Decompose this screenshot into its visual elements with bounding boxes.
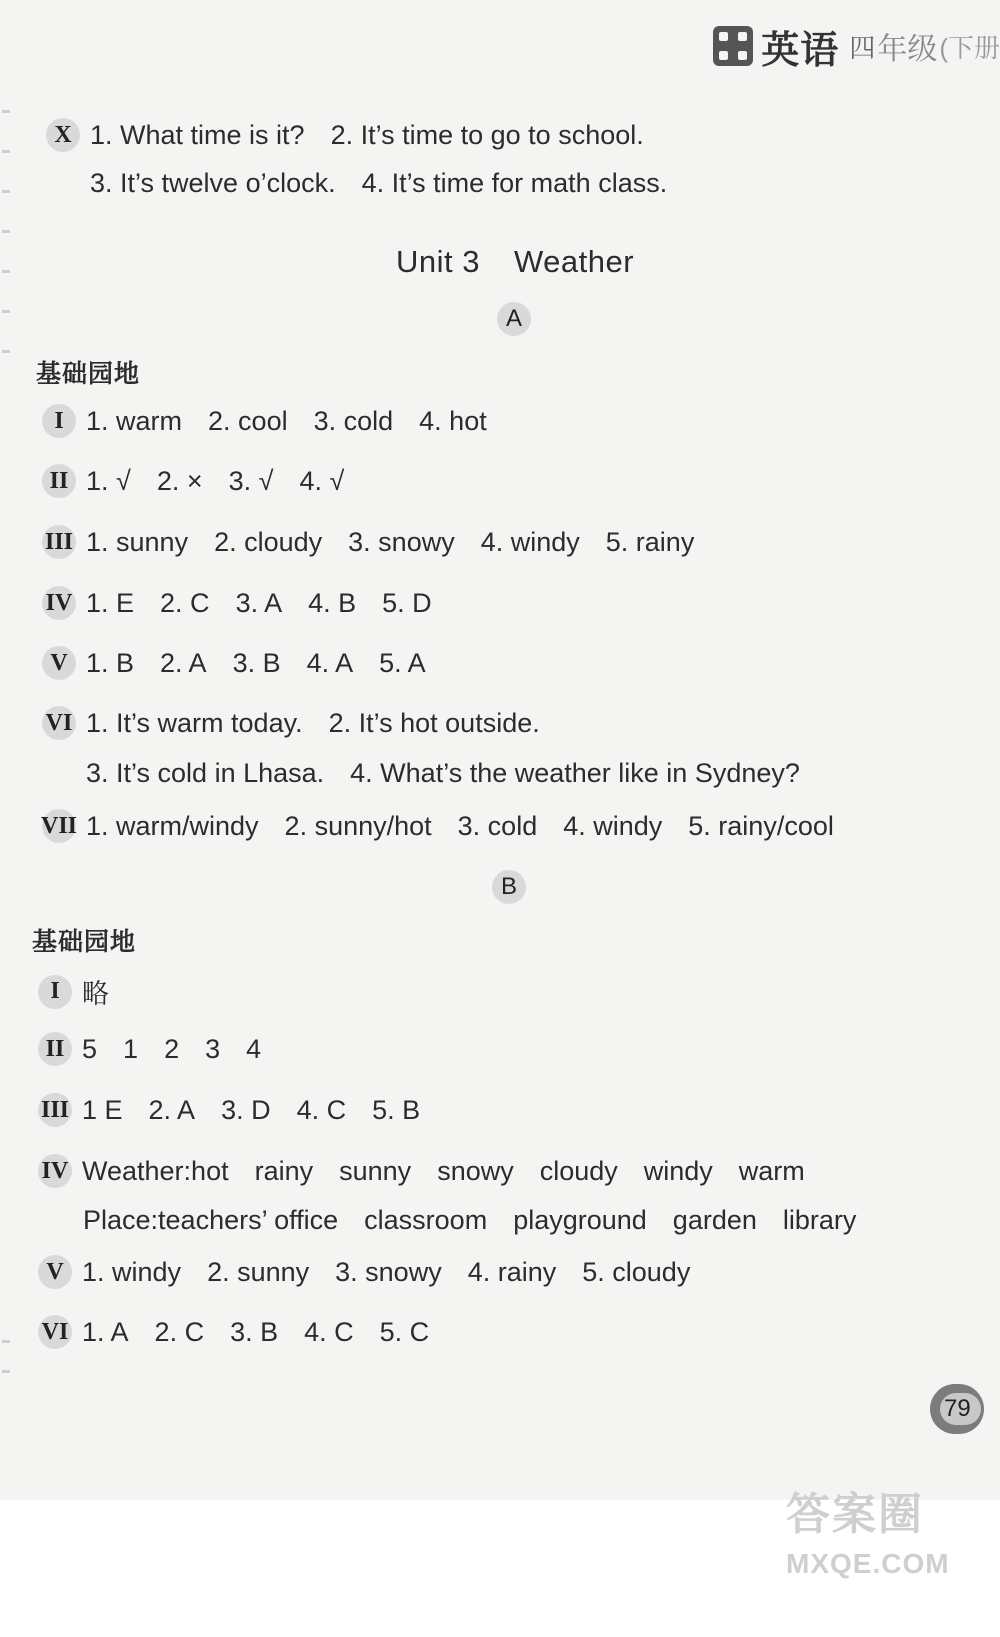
answer-item: 2 — [164, 1033, 180, 1064]
roman-numeral-badge: I — [38, 975, 72, 1009]
answer-item: 4. What’s the weather like in Sydney? — [350, 758, 800, 788]
roman-numeral-badge: VII — [42, 809, 76, 843]
answer-item: Place:teachers’ office — [83, 1205, 339, 1235]
answer-item: 1. A — [82, 1316, 129, 1347]
answer-item: windy — [643, 1155, 713, 1186]
roman-numeral-badge: III — [38, 1093, 72, 1127]
answer-item: classroom — [364, 1205, 488, 1235]
section-a-heading: 基础园地 — [36, 360, 141, 388]
answer-item: garden — [672, 1205, 757, 1235]
roman-numeral-badge: III — [42, 525, 76, 559]
answer-row — [42, 646, 426, 680]
answer-item: 1. warm — [86, 405, 183, 436]
answer-row — [38, 1255, 690, 1289]
answer-item: 2. × — [156, 465, 203, 496]
book-logo-icon — [713, 26, 753, 66]
watermark-logo-text: 答案圈 — [786, 1490, 924, 1539]
answer-item: 4. B — [308, 587, 357, 618]
answer-item: 3. D — [221, 1094, 271, 1125]
header-volume: (下册 — [939, 32, 1000, 63]
answer-row — [90, 168, 667, 199]
section-b-heading: 基础园地 — [32, 928, 137, 956]
answer-item: 3. snowy — [348, 526, 455, 557]
header-grade-mark: 四 — [849, 32, 876, 63]
answer-item: 2. It’s time to go to school. — [330, 119, 644, 150]
answer-row — [42, 706, 540, 740]
answer-row — [83, 1205, 856, 1236]
answer-item: 4. windy — [563, 810, 663, 841]
answer-item: Weather:hot — [82, 1155, 229, 1186]
binding-margin-marks — [0, 110, 14, 1390]
answer-item: 3. A — [235, 587, 283, 618]
answer-row — [38, 1093, 420, 1127]
answer-item: 2. It’s hot outside. — [328, 707, 540, 738]
answer-row — [42, 404, 487, 438]
roman-numeral-badge: X — [46, 118, 80, 152]
answer-item: 5. rainy — [605, 526, 695, 557]
roman-numeral-badge: IV — [42, 586, 76, 620]
answer-item: 3. It’s cold in Lhasa. — [86, 758, 325, 788]
answer-item: 1. It’s warm today. — [86, 707, 303, 738]
answer-row — [46, 118, 644, 152]
roman-numeral-badge: II — [38, 1032, 72, 1066]
roman-numeral-badge: V — [38, 1255, 72, 1289]
answer-row — [38, 972, 109, 1011]
answer-item: snowy — [437, 1155, 514, 1186]
answer-item: 5. A — [379, 647, 426, 678]
answer-item: 4. √ — [299, 465, 345, 496]
answer-item: 4. rainy — [467, 1256, 557, 1287]
site-watermark — [786, 1478, 954, 1624]
answer-item: 1. √ — [86, 465, 131, 496]
roman-numeral-badge: VI — [42, 706, 76, 740]
page-number-tab — [930, 1384, 984, 1434]
answer-item: 3. B — [230, 1316, 279, 1347]
unit-number: Unit 3 — [395, 244, 480, 279]
answer-item: 4. C — [296, 1094, 347, 1125]
roman-numeral-badge: II — [42, 464, 76, 498]
answer-row — [38, 1032, 261, 1066]
answer-item: 5. D — [382, 587, 432, 618]
answer-item: 2. A — [148, 1094, 196, 1125]
answer-item: 5 — [82, 1033, 98, 1064]
answer-item: 3. cold — [457, 810, 538, 841]
answer-item: 4. C — [304, 1316, 354, 1347]
answer-item: 略 — [82, 979, 109, 1009]
roman-numeral-badge: I — [42, 404, 76, 438]
answer-item: 5. cloudy — [582, 1256, 691, 1287]
header-grade: 年级 — [877, 33, 938, 66]
answer-item: 3. cold — [313, 405, 394, 436]
answer-item: sunny — [339, 1155, 412, 1186]
answer-item: cloudy — [539, 1155, 618, 1186]
page-number: 79 — [940, 1393, 981, 1425]
answer-item: 2. sunny/hot — [284, 810, 432, 841]
unit-name: Weather — [513, 244, 635, 279]
roman-numeral-badge: VI — [38, 1315, 72, 1349]
page-header — [713, 16, 1000, 76]
answer-item: 4. hot — [419, 405, 487, 436]
header-subject: 英语 — [761, 29, 840, 72]
roman-numeral-badge: IV — [38, 1154, 72, 1188]
section-b-badge: B — [492, 870, 526, 904]
answer-item: 3. √ — [228, 465, 274, 496]
answer-item: 2. A — [160, 647, 207, 678]
answer-item: 4. A — [306, 647, 354, 678]
answer-item: 3. It’s twelve o’clock. — [90, 168, 336, 198]
answer-item: 5. C — [379, 1316, 430, 1347]
answer-item: playground — [513, 1205, 647, 1235]
answer-item: 2. cool — [208, 405, 288, 436]
answer-item: warm — [738, 1155, 805, 1186]
answer-item: 3 — [205, 1033, 221, 1064]
answer-item: 1. B — [86, 647, 135, 678]
answer-item: rainy — [254, 1155, 314, 1186]
answer-row — [38, 1315, 429, 1349]
answer-row — [42, 586, 432, 620]
answer-item: 2. sunny — [207, 1256, 310, 1287]
answer-item: 4. windy — [480, 526, 580, 557]
answer-item: library — [782, 1205, 857, 1235]
answer-item: 5. B — [372, 1094, 421, 1125]
watermark-url: MXQE.COM — [786, 1548, 950, 1579]
answer-row — [86, 758, 800, 789]
answer-row — [42, 809, 834, 843]
answer-item: 4 — [246, 1033, 262, 1064]
section-a-badge: A — [497, 302, 531, 336]
answer-item: 1. warm/windy — [86, 810, 259, 841]
answer-item: 3. snowy — [335, 1256, 442, 1287]
unit-title — [0, 244, 1000, 280]
answer-row — [38, 1154, 805, 1188]
answer-item: 5. rainy/cool — [688, 810, 834, 841]
answer-row — [42, 525, 694, 559]
answer-item: 2. cloudy — [214, 526, 323, 557]
answer-item: 4. It’s time for math class. — [361, 168, 668, 198]
roman-numeral-badge: V — [42, 646, 76, 680]
answer-item: 3. B — [232, 647, 281, 678]
answer-item: 2. C — [154, 1316, 205, 1347]
answer-row — [42, 464, 344, 498]
answer-item: 1. sunny — [86, 526, 189, 557]
answer-item: 2. C — [160, 587, 210, 618]
answer-item: 1 — [123, 1033, 139, 1064]
answer-item: 1 E — [82, 1094, 123, 1125]
answer-item: 1. What time is it? — [90, 119, 305, 150]
answer-item: 1. E — [86, 587, 135, 618]
answer-item: 1. windy — [82, 1256, 182, 1287]
